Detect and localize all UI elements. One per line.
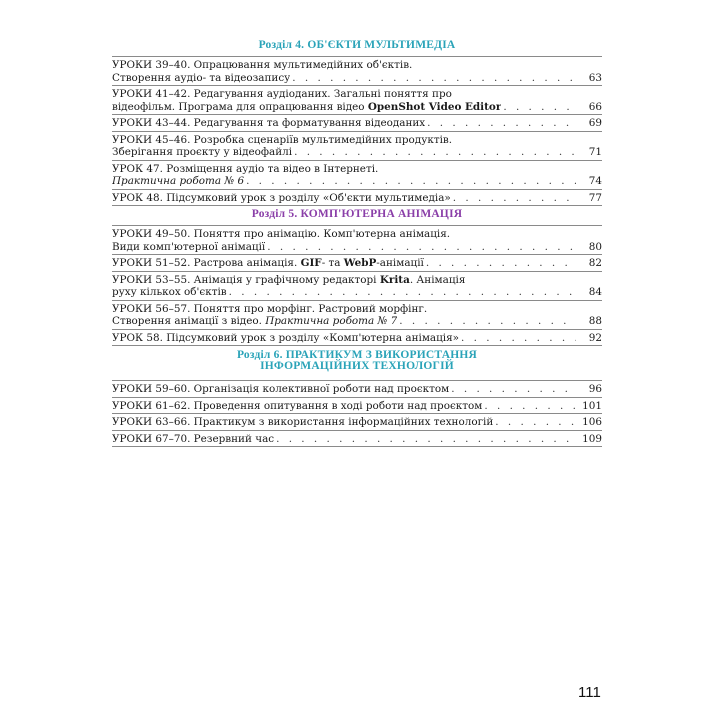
- practical-work: Практична робота № 7: [265, 315, 398, 327]
- entry-line: УРОКИ 43–44. Редагування та форматування відеоданих: [112, 117, 426, 129]
- entry-line: відеофільм. Програма для опрацювання відео: [112, 100, 368, 113]
- entry-page: 74: [588, 175, 602, 187]
- dot-leader: [267, 241, 576, 254]
- entry-line: УРОК 58. Підсумковий урок з розділу «Комп'ютерна анімація»: [112, 331, 460, 344]
- section-4-title: Розділ 4. ОБ'ЄКТИ МУЛЬТИМЕДІА: [258, 39, 456, 51]
- dot-leader: [294, 146, 576, 159]
- entry-line: УРОКИ 53–55. Анімація у графічному редакторі: [112, 273, 380, 286]
- entry-page: 84: [588, 286, 602, 298]
- entry-line: Створення анімації з відео.: [112, 315, 266, 327]
- toc-entry: [112, 131, 602, 160]
- dot-leader: [451, 383, 576, 396]
- entry-page: 96: [588, 383, 602, 395]
- toc-entry: [112, 329, 602, 347]
- dot-leader: [229, 286, 576, 299]
- toc-entry: [112, 413, 602, 430]
- dot-leader: [427, 117, 576, 130]
- software-name: OpenShot Video Editor: [367, 100, 502, 113]
- dot-leader: [461, 332, 576, 345]
- entry-line: УРОКИ 39–40. Опрацювання мультимедійних об'єктів.: [112, 59, 413, 71]
- dot-leader: [484, 400, 576, 413]
- section-4-toc: [112, 56, 602, 206]
- entry-page: 63: [588, 71, 602, 84]
- dot-leader: [503, 101, 576, 114]
- dot-leader: [495, 416, 576, 429]
- toc-entry: [112, 430, 602, 448]
- entry-line: УРОКИ 51–52. Растрова анімація.: [112, 257, 301, 269]
- entry-line: УРОКИ 61–62. Проведення опитування в ході роботи над проєктом: [112, 399, 483, 412]
- entry-line: УРОКИ 45–46. Розробка сценаріїв мультимедійних продуктів.: [112, 133, 453, 146]
- section-6-toc: [112, 380, 602, 447]
- section-5-title: Розділ 5. КОМП'ЮТЕРНА АНІМАЦІЯ: [251, 208, 463, 220]
- dot-leader: [399, 315, 576, 328]
- entry-line: УРОКИ 63–66. Практикум з використання інформаційних технологій: [112, 416, 494, 428]
- toc-entry: [112, 225, 602, 254]
- toc-entry: [112, 254, 602, 271]
- toc-entry: [112, 85, 602, 114]
- section-6-title: [110, 350, 604, 372]
- toc-entry: [112, 271, 602, 300]
- entry-line: - та: [321, 257, 344, 269]
- section-5-toc: [112, 225, 602, 346]
- format-name: WebP: [343, 257, 377, 269]
- entry-line: . Анімація: [409, 273, 466, 286]
- entry-page: 80: [588, 240, 602, 253]
- entry-page: 101: [582, 399, 602, 412]
- entry-page: 88: [588, 315, 602, 327]
- entry-line: Створення аудіо- та відеозапису: [112, 71, 291, 84]
- dot-leader: [276, 433, 576, 446]
- entry-line: -анімації: [376, 257, 424, 269]
- entry-line: УРОКИ 41–42. Редагування аудіоданих. Загальні поняття про: [112, 88, 452, 100]
- toc-entry: [112, 56, 602, 85]
- format-name: GIF: [300, 257, 322, 269]
- entry-line: УРОК 47. Розміщення аудіо та відео в Інтернеті.: [112, 162, 379, 175]
- toc-entry: [112, 397, 602, 414]
- entry-page: 82: [588, 257, 602, 269]
- entry-page: 66: [588, 100, 602, 113]
- practical-work: Практична робота № 6: [112, 175, 245, 187]
- entry-page: 109: [582, 432, 602, 445]
- toc-entry: [112, 160, 602, 189]
- entry-line: руху кількох об'єктів: [112, 286, 227, 298]
- software-name: Krita: [379, 273, 410, 286]
- dot-leader: [426, 257, 576, 270]
- dot-leader: [453, 192, 576, 205]
- toc-entry: [112, 189, 602, 207]
- entry-page: 92: [588, 331, 602, 344]
- entry-line: Види комп'ютерної анімації: [112, 240, 266, 253]
- entry-line: УРОКИ 59–60. Організація колективної роботи над проєктом: [112, 383, 450, 395]
- entry-line: УРОКИ 49–50. Поняття про анімацію. Комп'ютерна анімація.: [112, 228, 451, 240]
- entry-page: 106: [582, 416, 602, 428]
- entry-page: 69: [588, 117, 602, 129]
- entry-page: 71: [588, 146, 602, 158]
- toc-entry: [112, 114, 602, 131]
- dot-leader: [292, 72, 576, 85]
- entry-line: УРОКИ 56–57. Поняття про морфінг. Растровий морфінг.: [112, 302, 428, 315]
- toc-entry: [112, 380, 602, 397]
- page-number: 111: [578, 684, 601, 701]
- entry-line: Зберігання проєкту у відеофайлі: [112, 146, 293, 158]
- section-6-title-line: Розділ 6. ПРАКТИКУМ З ВИКОРИСТАННЯ: [236, 349, 477, 361]
- toc-entry: [112, 300, 602, 329]
- dot-leader: [246, 175, 576, 188]
- entry-line: УРОКИ 67–70. Резервний час: [112, 432, 275, 445]
- entry-page: 77: [588, 191, 602, 204]
- entry-line: УРОК 48. Підсумковий урок з розділу «Об'єкти мультимедіа»: [112, 191, 451, 204]
- section-6-title-line: ІНФОРМАЦІЙНИХ ТЕХНОЛОГІЙ: [260, 360, 454, 372]
